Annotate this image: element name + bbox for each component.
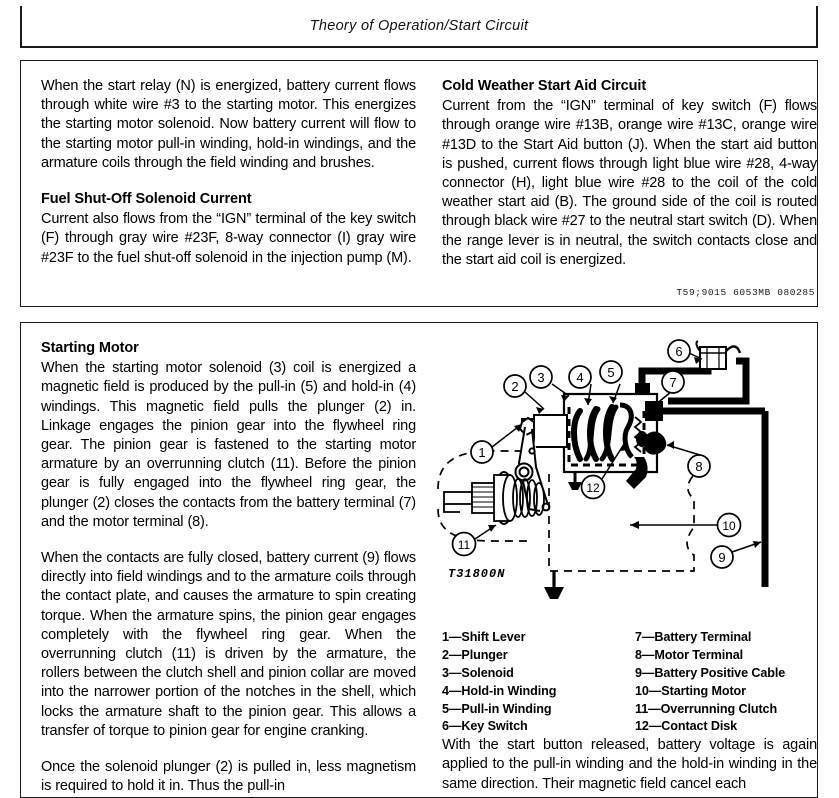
- callout-2: [504, 375, 526, 397]
- legend-item: 5—Pull-in Winding: [442, 701, 552, 716]
- cold-weather-paragraph: Current from the “IGN” terminal of key switch (F) flows through orange wire #13B, orange wire #13C, orange wire #13D to the Start Aid button (J). When the start aid button is pushed, current flows through light blue wire #28, 4-way connector (H), light blue wire #28 to the coil of the cold weather start aid (B). The ground side of the coil is routed through black wire #27 to the neutral start switch (D). When the range lever is in neutral, the switch contacts close and the start aid coil is energized.: [442, 98, 817, 268]
- legend-item: 1—Shift Lever: [442, 630, 526, 644]
- callout-9: [711, 546, 733, 568]
- callout-10: [718, 514, 741, 537]
- starting-motor-heading: Starting Motor: [41, 340, 139, 356]
- callout-8: [688, 455, 710, 477]
- legend-item: 2—Plunger: [442, 647, 508, 662]
- callout-7: [662, 371, 684, 393]
- svg-text:2: 2: [511, 379, 519, 394]
- svg-text:1: 1: [478, 445, 486, 460]
- bottom-content-panel: [20, 322, 818, 798]
- svg-text:10: 10: [722, 519, 736, 533]
- legend-item: 3—Solenoid: [442, 665, 514, 680]
- callout-1: [471, 441, 493, 463]
- legend-item: 4—Hold-in Winding: [442, 683, 557, 698]
- top-panel-columns: [21, 61, 817, 306]
- motor-terminal-block: [644, 431, 666, 454]
- fuel-shutoff-heading: Fuel Shut-Off Solenoid Current: [41, 191, 252, 208]
- legend-column-left: [442, 629, 617, 736]
- legend-item: 11—Overrunning Clutch: [635, 701, 778, 716]
- reference-code: T59;9015 6053MB 080285: [676, 287, 815, 298]
- bottom-left-column: [41, 339, 416, 795]
- figure-id-label: T31800N: [448, 567, 506, 581]
- legend-item: 10—Starting Motor: [635, 683, 746, 698]
- svg-text:12: 12: [586, 481, 600, 495]
- top-left-column: [41, 77, 416, 298]
- svg-text:4: 4: [576, 370, 584, 385]
- cold-weather-heading: Cold Weather Start Aid Circuit: [442, 78, 647, 94]
- legend-item: 7—Battery Terminal: [635, 630, 752, 644]
- svg-text:9: 9: [718, 550, 726, 565]
- starting-motor-pointer: [630, 521, 694, 529]
- starting-motor-paragraph-2: When the contacts are fully closed, battery current (9) flows directly into field windings and to the armature coils through the contact plate, and causes the armature to spin creating torque. When the armature spins, the pinion gear engages completely with the flywheel ring gear. When the overrunning clutch (11) is driven by the armature, the rollers between the clutch shell and pinion collar are moved into the narrower portion of the notches in the shell, which locks the armature shaft to the pinion gear. This allows a transfer of torque to pinion gear for engine cranking.: [41, 549, 416, 739]
- svg-text:3: 3: [537, 370, 545, 385]
- page-title: Theory of Operation/Start Circuit: [309, 18, 529, 34]
- solenoid-top-post: [635, 383, 650, 394]
- callout-11: [453, 533, 476, 556]
- svg-text:11: 11: [457, 538, 471, 552]
- starting-motor-paragraph-1: When the starting motor solenoid (3) coil is energized a magnetic field is produced by the pull-in (5) and hold-in (4) windings. This magnetic field pulls the plunger (2) in. Linkage engages the pinion gear into the flywheel ring gear. The pinion gear is fastened to the starting motor armature by an overrunning clutch (11). Before the pinion gear is fully engaged into the flywheel ring gear, the plunger (2) closes the contacts from the battery terminal (7) and the motor terminal (8).: [41, 360, 416, 530]
- starting-motor-diagram: [436, 339, 811, 617]
- legend-item: 6—Key Switch: [442, 719, 528, 734]
- page-header: [20, 6, 818, 48]
- callout-4: [569, 366, 591, 388]
- legend-item: 9—Battery Positive Cable: [635, 665, 786, 680]
- key-switch-body: [696, 341, 740, 369]
- bottom-panel-columns: [21, 323, 817, 797]
- callout-5: [600, 361, 622, 383]
- legend-item: 8—Motor Terminal: [635, 647, 744, 662]
- callout-3: [530, 366, 552, 388]
- diagram-legend: [442, 629, 817, 736]
- top-right-column: [442, 77, 817, 298]
- start-relay-paragraph: When the start relay (N) is energized, battery current flows through white wire #3 to the starting motor. This energizes the starting motor solenoid. Now battery current will flow to the starting motor pull-in winding, hold-in windings, and the armature coils through the field winding and brushes.: [41, 78, 416, 171]
- callout-6: [668, 340, 690, 362]
- top-content-panel: [20, 60, 818, 307]
- callout-12: [582, 476, 605, 499]
- svg-text:7: 7: [669, 375, 677, 390]
- svg-text:5: 5: [607, 365, 615, 380]
- ground-stud-center: [544, 571, 564, 599]
- svg-text:8: 8: [695, 459, 703, 474]
- legend-item: 12—Contact Disk: [635, 719, 738, 734]
- svg-text:6: 6: [675, 344, 683, 359]
- bottom-right-column: [442, 339, 817, 792]
- legend-column-right: [617, 629, 810, 736]
- starting-motor-paragraph-3: Once the solenoid plunger (2) is pulled in, less magnetism is required to hold it in. Thus the pull-in: [41, 758, 416, 795]
- fuel-shutoff-paragraph: Current also flows from the “IGN” terminal of the key switch (F) through gray wire #23F, 8-way connector (I) gray wire #23F to the fuel shut-off solenoid in the injection pump (M).: [41, 211, 416, 266]
- ground-stud-left: [568, 472, 582, 490]
- plunger-barrel: [534, 415, 567, 447]
- closing-paragraph: With the start button released, battery voltage is again applied to the pull-in winding and the hold-in winding in the same direction. Their magnetic field cancel each: [442, 737, 817, 792]
